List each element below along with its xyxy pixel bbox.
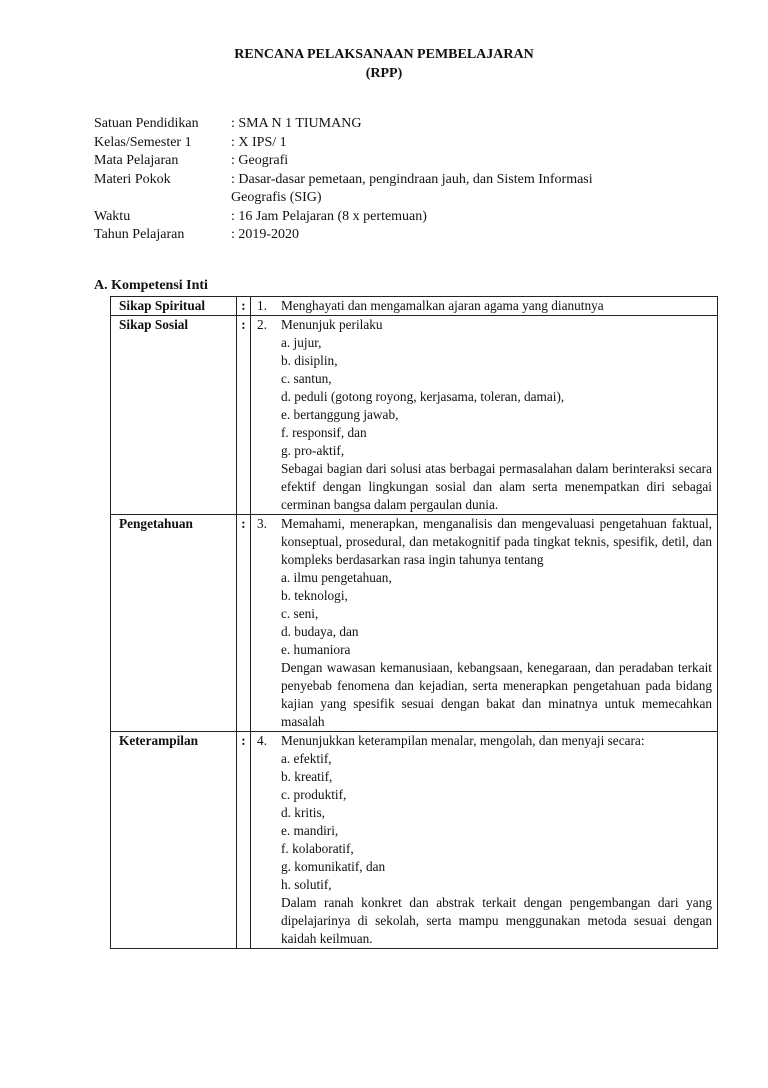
list-item: b. disiplin,	[281, 353, 338, 368]
table-row	[111, 732, 718, 949]
competency-number: 3.	[257, 516, 267, 531]
info-row	[94, 115, 593, 134]
competency-paragraph: Dengan wawasan kemanusiaan, kebangsaan, kenegaraan, dan peradaban terkait penyebab fenomena dan kejadian, serta menerapkan pengetahuan pada bidang kajian yang spesifik sesuai dengan bakat dan minatnya untuk memecahkan masalah	[281, 660, 712, 729]
list-item: b. kreatif,	[281, 769, 333, 784]
competency-number: 4.	[257, 733, 267, 748]
document-subtitle: (RPP)	[365, 66, 403, 81]
competency-number: 1.	[257, 298, 267, 313]
list-item: a. efektif,	[281, 751, 332, 766]
info-value: : X IPS/ 1	[231, 134, 287, 150]
info-row	[94, 171, 593, 190]
table-row	[111, 316, 718, 515]
list-item: c. seni,	[281, 606, 319, 621]
table-row	[111, 515, 718, 732]
row-heading: Sikap Spiritual	[111, 297, 237, 316]
info-label: Mata Pelajaran	[94, 153, 179, 168]
row-content	[251, 316, 718, 515]
row-heading: Pengetahuan	[111, 515, 237, 732]
list-item: f. responsif, dan	[281, 425, 367, 440]
list-item: a. ilmu pengetahuan,	[281, 570, 392, 585]
competency-text: Menunjukkan keterampilan menalar, mengolah, dan menyaji secara:	[281, 733, 645, 748]
competency-statement	[257, 316, 712, 334]
list-item: d. budaya, dan	[281, 624, 359, 639]
info-value: : Dasar-dasar pemetaan, pengindraan jauh, dan Sistem Informasi	[231, 171, 593, 187]
list-item: b. teknologi,	[281, 588, 348, 603]
info-row	[94, 134, 593, 153]
table-row	[111, 297, 718, 316]
info-label: Satuan Pendidikan	[94, 116, 199, 131]
section-heading: A. Kompetensi Inti	[94, 278, 208, 293]
row-heading: Sikap Sosial	[111, 316, 237, 515]
list-item: e. humaniora	[281, 642, 351, 657]
competency-table	[110, 296, 718, 949]
row-content	[251, 732, 718, 949]
list-item: g. komunikatif, dan	[281, 859, 386, 874]
row-colon: :	[237, 732, 251, 949]
info-label: Materi Pokok	[94, 171, 171, 187]
info-row	[94, 208, 593, 227]
row-colon: :	[237, 297, 251, 316]
competency-text: Menghayati dan mengamalkan ajaran agama yang dianutnya	[281, 298, 604, 313]
competency-paragraph: Sebagai bagian dari solusi atas berbagai permasalahan dalam berinteraksi secara efektif dengan lingkungan sosial dan alam serta menempatkan diri sebagai cerminan bangsa dalam pergaulan dunia.	[281, 461, 712, 512]
list-item: c. santun,	[281, 371, 332, 386]
competency-number: 2.	[257, 317, 267, 332]
info-label: Kelas/Semester 1	[94, 134, 192, 150]
list-item: g. pro-aktif,	[281, 443, 345, 458]
competency-statement	[257, 297, 712, 315]
info-value: : SMA N 1 TIUMANG	[231, 116, 362, 131]
row-colon: :	[237, 316, 251, 515]
info-value: : 2019-2020	[231, 227, 300, 242]
info-row	[94, 226, 593, 245]
competency-text: Menunjuk perilaku	[281, 317, 383, 332]
document-title: RENCANA PELAKSANAAN PEMBELAJARAN	[234, 47, 534, 62]
list-item: d. peduli (gotong royong, kerjasama, toleran, damai),	[281, 389, 565, 404]
info-value: : 16 Jam Pelajaran (8 x pertemuan)	[231, 208, 427, 224]
row-content	[251, 515, 718, 732]
row-heading: Keterampilan	[111, 732, 237, 949]
competency-text: Memahami, menerapkan, menganalisis dan mengevaluasi pengetahuan faktual, konseptual, prosedural, dan metakognitif pada tingkat teknis, spesifik, detil, dan kompleks berdasarkan rasa ingin tahunya tentang	[281, 516, 712, 567]
list-item: f. kolaboratif,	[281, 841, 354, 856]
info-value-continuation: Geografis (SIG)	[231, 190, 322, 205]
info-label: Tahun Pelajaran	[94, 227, 185, 242]
list-item: a. jujur,	[281, 335, 322, 350]
list-item: d. kritis,	[281, 805, 325, 820]
competency-statement	[257, 732, 712, 750]
list-item: h. solutif,	[281, 877, 332, 892]
competency-statement	[257, 515, 712, 569]
info-row	[94, 152, 593, 171]
row-content	[251, 297, 718, 316]
info-value: : Geografi	[231, 153, 289, 168]
info-label: Waktu	[94, 208, 131, 224]
competency-table-body	[111, 297, 718, 949]
list-item: e. bertanggung jawab,	[281, 407, 399, 422]
competency-paragraph: Dalam ranah konkret dan abstrak terkait dengan pengembangan dari yang dipelajarinya di sekolah, serta mampu menggunakan metoda sesuai dengan kaidah keilmuan.	[281, 895, 712, 946]
row-colon: :	[237, 515, 251, 732]
list-item: c. produktif,	[281, 787, 347, 802]
list-item: e. mandiri,	[281, 823, 339, 838]
identity-block	[94, 115, 593, 245]
